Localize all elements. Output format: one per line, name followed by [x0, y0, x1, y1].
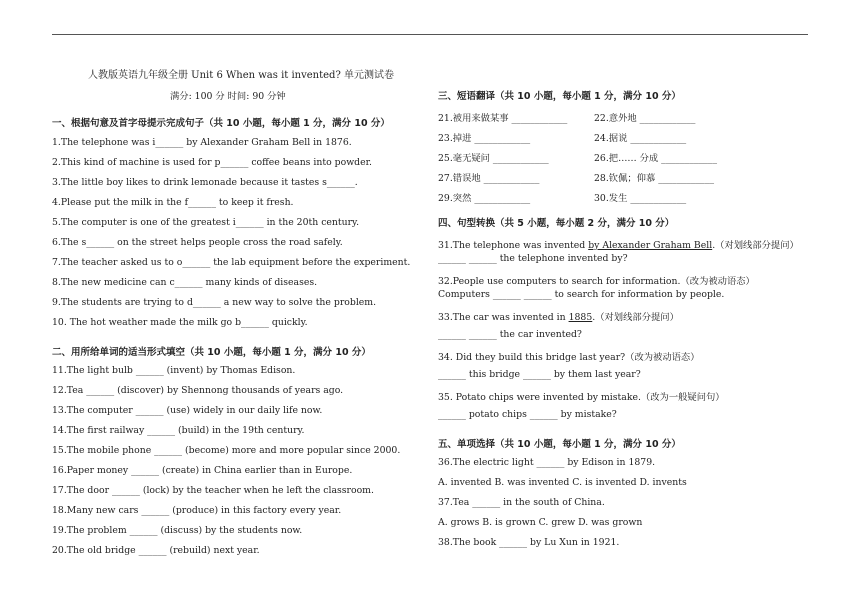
question-31 — [438, 237, 799, 251]
top-rule — [52, 34, 808, 35]
section-1-heading: 一、根据句意及首字母提示完成句子（共 10 小题，每小题 1 分，满分 10 分） — [52, 118, 390, 129]
section-3-heading: 三、短语翻译（共 10 小题，每小题 1 分，满分 10 分） — [438, 91, 681, 102]
question-34-answer-line: ______ this bridge ______ by them last year? — [438, 369, 641, 380]
question-35: 35. Potato chips were invented by mistake.（改为一般疑问句） — [438, 392, 725, 403]
question-11: 11.The light bulb ______ (invent) by Thomas Edison. — [52, 365, 296, 376]
question-16: 16.Paper money ______ (create) in China earlier than in Europe. — [52, 465, 353, 476]
question-37-options: A. grows B. is grown C. grew D. was grown — [438, 517, 643, 528]
question-28: 28.钦佩；仰慕 ____________ — [594, 173, 715, 184]
question-23: 23.掉进 ____________ — [438, 133, 531, 144]
question-27: 27.错误地 ____________ — [438, 173, 540, 184]
question-31-answer-line: ______ ______ the telephone invented by? — [438, 253, 628, 264]
question-12: 12.Tea ______ (discover) by Shennong thousands of years ago. — [52, 385, 344, 396]
section-2-heading: 二、用所给单词的适当形式填空（共 10 小题，每小题 1 分，满分 10 分） — [52, 347, 371, 358]
question-36: 36.The electric light ______ by Edison in 1879. — [438, 457, 656, 468]
question-3: 3.The little boy likes to drink lemonade because it tastes s______. — [52, 177, 358, 188]
question-4: 4.Please put the milk in the f______ to keep it fresh. — [52, 197, 294, 208]
question-33-answer-line: ______ ______ the car invented? — [438, 329, 582, 340]
question-35-answer-line: ______ potato chips ______ by mistake? — [438, 409, 617, 420]
question-34: 34. Did they build this bridge last year?（改为被动语态） — [438, 352, 700, 363]
question-38: 38.The book ______ by Lu Xun in 1921. — [438, 537, 620, 548]
document-title: 人教版英语九年级全册 Unit 6 When was it invented? 单元测试卷 — [88, 70, 394, 81]
question-2: 2.This kind of machine is used for p______ coffee beans into powder. — [52, 157, 372, 168]
question-25: 25.毫无疑问 ____________ — [438, 153, 549, 164]
question-32: 32.People use computers to search for information.（改为被动语态） — [438, 276, 755, 287]
question-26: 26.把…… 分成 ____________ — [594, 153, 717, 164]
question-33-stem: 33.The car was invented in — [438, 312, 569, 323]
question-31-instruction: .（对划线部分提问） — [712, 240, 799, 251]
question-1: 1.The telephone was i______ by Alexander Graham Bell in 1876. — [52, 137, 352, 148]
section-5-heading: 五、单项选择（共 10 小题，每小题 1 分，满分 10 分） — [438, 439, 681, 450]
question-20: 20.The old bridge ______ (rebuild) next year. — [52, 545, 260, 556]
question-31-stem: 31.The telephone was invented — [438, 240, 589, 251]
question-33 — [438, 309, 679, 323]
question-30: 30.发生 ____________ — [594, 193, 687, 204]
question-10: 10. The hot weather made the milk go b______ quickly. — [52, 317, 308, 328]
question-29: 29.突然 ____________ — [438, 193, 531, 204]
section-4-heading: 四、句型转换（共 5 小题，每小题 2 分，满分 10 分） — [438, 218, 675, 229]
question-33-instruction: .（对划线部分提问） — [592, 312, 679, 323]
question-14: 14.The first railway ______ (build) in the 19th century. — [52, 425, 305, 436]
question-13: 13.The computer ______ (use) widely in our daily life now. — [52, 405, 323, 416]
question-9: 9.The students are trying to d______ a new way to solve the problem. — [52, 297, 377, 308]
question-8: 8.The new medicine can c______ many kinds of diseases. — [52, 277, 318, 288]
question-33-underlined: 1885 — [568, 312, 593, 323]
question-31-underlined: by Alexander Graham Bell — [588, 240, 713, 251]
score-time-line: 满分: 100 分 时间: 90 分钟 — [170, 91, 286, 102]
question-5: 5.The computer is one of the greatest i______ in the 20th century. — [52, 217, 360, 228]
question-22: 22.意外地 ____________ — [594, 113, 696, 124]
question-7: 7.The teacher asked us to o______ the lab equipment before the experiment. — [52, 257, 411, 268]
question-32-answer-line: Computers ______ ______ to search for information by people. — [438, 289, 725, 300]
question-36-options: A. invented B. was invented C. is invented D. invents — [438, 477, 687, 488]
question-15: 15.The mobile phone ______ (become) more and more popular since 2000. — [52, 445, 401, 456]
question-17: 17.The door ______ (lock) by the teacher when he left the classroom. — [52, 485, 374, 496]
question-19: 19.The problem ______ (discuss) by the students now. — [52, 525, 303, 536]
question-18: 18.Many new cars ______ (produce) in this factory every year. — [52, 505, 342, 516]
question-6: 6.The s______ on the street helps people cross the road safely. — [52, 237, 343, 248]
question-37: 37.Tea ______ in the south of China. — [438, 497, 605, 508]
question-24: 24.据说 ____________ — [594, 133, 687, 144]
question-21: 21.被用来做某事 ____________ — [438, 113, 568, 124]
